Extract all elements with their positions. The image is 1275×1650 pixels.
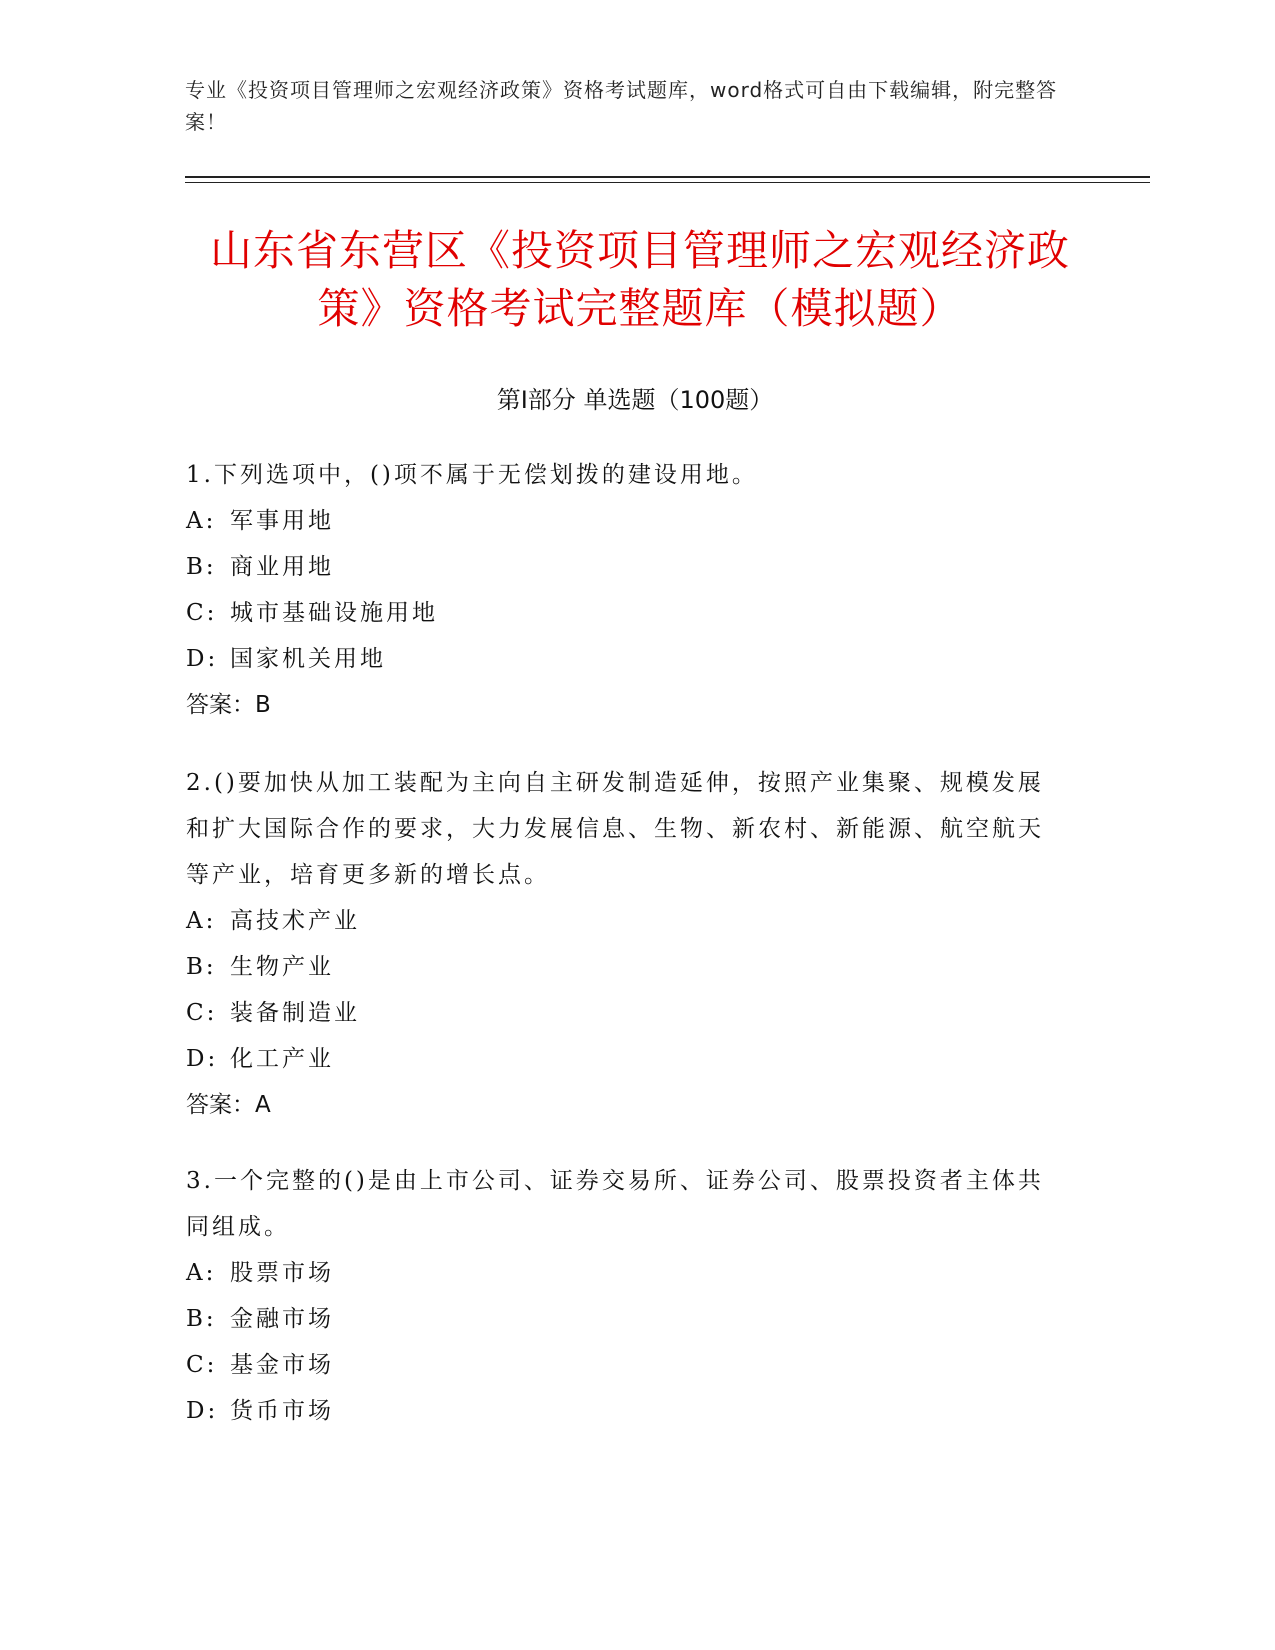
document-title: 山东省东营区《投资项目管理师之宏观经济政策》资格考试完整题库（模拟题） — [209, 226, 1070, 333]
option-a — [186, 498, 1066, 544]
option-key: A: — [186, 908, 217, 934]
header-note: 专业《投资项目管理师之宏观经济政策》资格考试题库，word格式可自由下载编辑，附完整答案！ — [185, 78, 1058, 134]
option-a — [186, 898, 1066, 944]
option-text: 城市基础设施用地 — [230, 600, 438, 626]
question-stem: 1.下列选项中，()项不属于无偿划拨的建设用地。 — [186, 462, 758, 488]
option-text: 商业用地 — [230, 554, 334, 580]
option-key: B: — [186, 954, 217, 980]
question-3 — [186, 1158, 1066, 1434]
option-key: D: — [186, 1046, 219, 1072]
option-b — [186, 544, 1066, 590]
option-a — [186, 1250, 1066, 1296]
option-c — [186, 590, 1066, 636]
option-b — [186, 944, 1066, 990]
option-key: B: — [186, 554, 217, 580]
option-key: B: — [186, 1306, 217, 1332]
question-stem: 2.()要加快从加工装配为主向自主研发制造延伸，按照产业集聚、规模发展和扩大国际合作的要求，大力发展信息、生物、新农村、新能源、航空航天等产业，培育更多新的增长点。 — [186, 770, 1044, 888]
option-d — [186, 636, 1066, 682]
option-text: 装备制造业 — [230, 1000, 360, 1026]
option-key: A: — [186, 1260, 217, 1286]
option-d — [186, 1036, 1066, 1082]
question-2 — [186, 760, 1066, 1128]
option-c — [186, 990, 1066, 1036]
option-b — [186, 1296, 1066, 1342]
option-c — [186, 1342, 1066, 1388]
answer-line: 答案：B — [186, 692, 271, 718]
option-text: 基金市场 — [230, 1352, 334, 1378]
answer-line: 答案：A — [186, 1092, 271, 1118]
question-stem: 3.一个完整的()是由上市公司、证券交易所、证券公司、股票投资者主体共同组成。 — [186, 1168, 1044, 1240]
option-text: 国家机关用地 — [230, 646, 386, 672]
option-key: C: — [186, 1000, 218, 1026]
header-rule-thin — [185, 182, 1150, 183]
option-text: 金融市场 — [230, 1306, 334, 1332]
option-key: C: — [186, 1352, 218, 1378]
option-text: 货币市场 — [230, 1398, 334, 1424]
option-key: C: — [186, 600, 218, 626]
option-text: 高技术产业 — [230, 908, 360, 934]
question-1 — [186, 452, 1066, 728]
option-text: 军事用地 — [230, 508, 334, 534]
option-key: D: — [186, 646, 219, 672]
option-d — [186, 1388, 1066, 1434]
option-key: D: — [186, 1398, 219, 1424]
option-text: 股票市场 — [230, 1260, 334, 1286]
option-text: 化工产业 — [230, 1046, 334, 1072]
option-key: A: — [186, 508, 217, 534]
section-title: 第Ⅰ部分 单选题（100题） — [496, 386, 774, 414]
header-rule-thick — [185, 176, 1150, 178]
option-text: 生物产业 — [230, 954, 334, 980]
